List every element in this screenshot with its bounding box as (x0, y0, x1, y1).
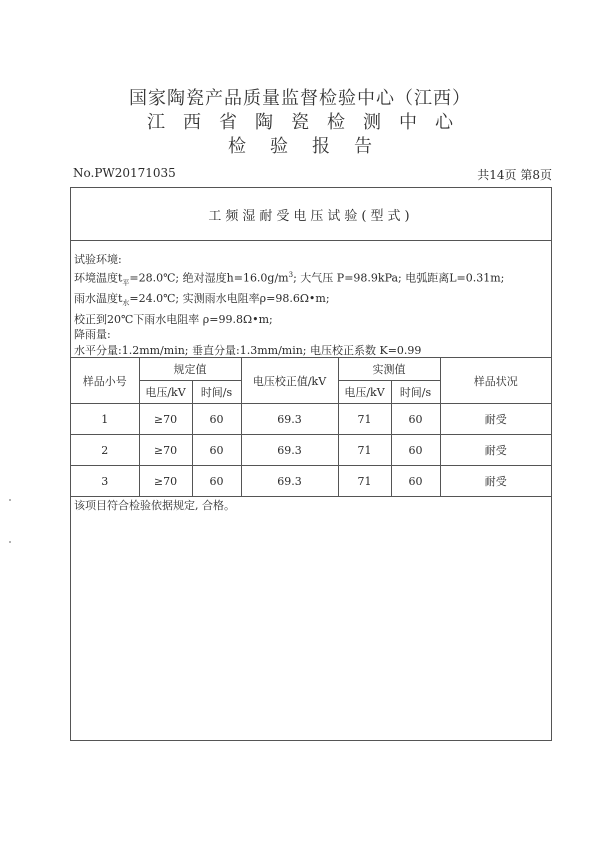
cell-status: 耐受 (440, 404, 551, 435)
subheader-meas-voltage: 电压/kV (338, 381, 391, 404)
cell-corrected-voltage: 69.3 (241, 435, 338, 466)
cell-meas-voltage: 71 (338, 404, 391, 435)
subheader-spec-time: 时间/s (192, 381, 241, 404)
test-title: 工频湿耐受电压试验(型式) (71, 188, 551, 241)
cell-spec-voltage: ≥70 (139, 435, 192, 466)
table-row (71, 435, 551, 466)
header-institution: 国家陶瓷产品质量监督检验中心（江西） (129, 88, 471, 109)
report-frame (70, 187, 552, 741)
cell-sample-no: 3 (71, 466, 139, 497)
cell-meas-time: 60 (391, 404, 440, 435)
table-header-row (71, 358, 551, 381)
results-table (71, 357, 551, 497)
header-sample-status: 样品状况 (440, 358, 551, 404)
cell-meas-time: 60 (391, 435, 440, 466)
header-corrected-voltage: 电压校正值/kV (241, 358, 338, 404)
conditions-line-ambient: 环境温度$t_平=28.0℃$; 绝对湿度$h=16.0g/m^3$; 大气压 P=98.9kPa; 电弧距离L=0.31m; (74, 270, 505, 287)
cell-corrected-voltage: 69.3 (241, 466, 338, 497)
conditions-heading: 试验环境: (74, 253, 122, 266)
cell-meas-time: 60 (391, 466, 440, 497)
header-measured: 实测值 (338, 358, 440, 381)
cell-status: 耐受 (440, 466, 551, 497)
page-info: 共14页 第8页 (477, 168, 552, 182)
cell-sample-no: 2 (71, 435, 139, 466)
conditions-line-corrected: 校正到20℃下雨水电阻率 ρ=99.8Ω•m; (74, 312, 273, 326)
cell-spec-time: 60 (192, 466, 241, 497)
header-spec: 规定值 (139, 358, 241, 381)
table-row (71, 466, 551, 497)
subheader-spec-voltage: 电压/kV (139, 381, 192, 404)
header-sample-no: 样品小号 (71, 358, 139, 404)
cell-meas-voltage: 71 (338, 466, 391, 497)
cell-sample-no: 1 (71, 404, 139, 435)
subheader-meas-time: 时间/s (391, 381, 440, 404)
conclusion: 该项目符合检验依据规定, 合格。 (74, 499, 235, 512)
cell-spec-time: 60 (192, 435, 241, 466)
conditions-line-components: 水平分量:1.2mm/min; 垂直分量:1.3mm/min; 电压校正系数 K=0.99 (74, 344, 422, 357)
table-row (71, 404, 551, 435)
cell-corrected-voltage: 69.3 (241, 404, 338, 435)
scan-speck (9, 499, 11, 501)
cell-spec-time: 60 (192, 404, 241, 435)
cell-status: 耐受 (440, 435, 551, 466)
cell-spec-voltage: ≥70 (139, 466, 192, 497)
header-report-title: 检验报告 (228, 136, 396, 157)
conditions-line-rain: 雨水温度$t_水=24.0℃$; 实测雨水电阻率ρ=98.6Ω•m; (74, 292, 330, 308)
cell-meas-voltage: 71 (338, 435, 391, 466)
header-center: 江西省陶瓷检测中心 (147, 112, 471, 133)
cell-spec-voltage: ≥70 (139, 404, 192, 435)
scan-speck (9, 541, 11, 543)
report-number: No.PW20171035 (73, 166, 176, 180)
test-conditions (74, 252, 504, 359)
conditions-line-rainfall: 降雨量: (74, 328, 111, 342)
